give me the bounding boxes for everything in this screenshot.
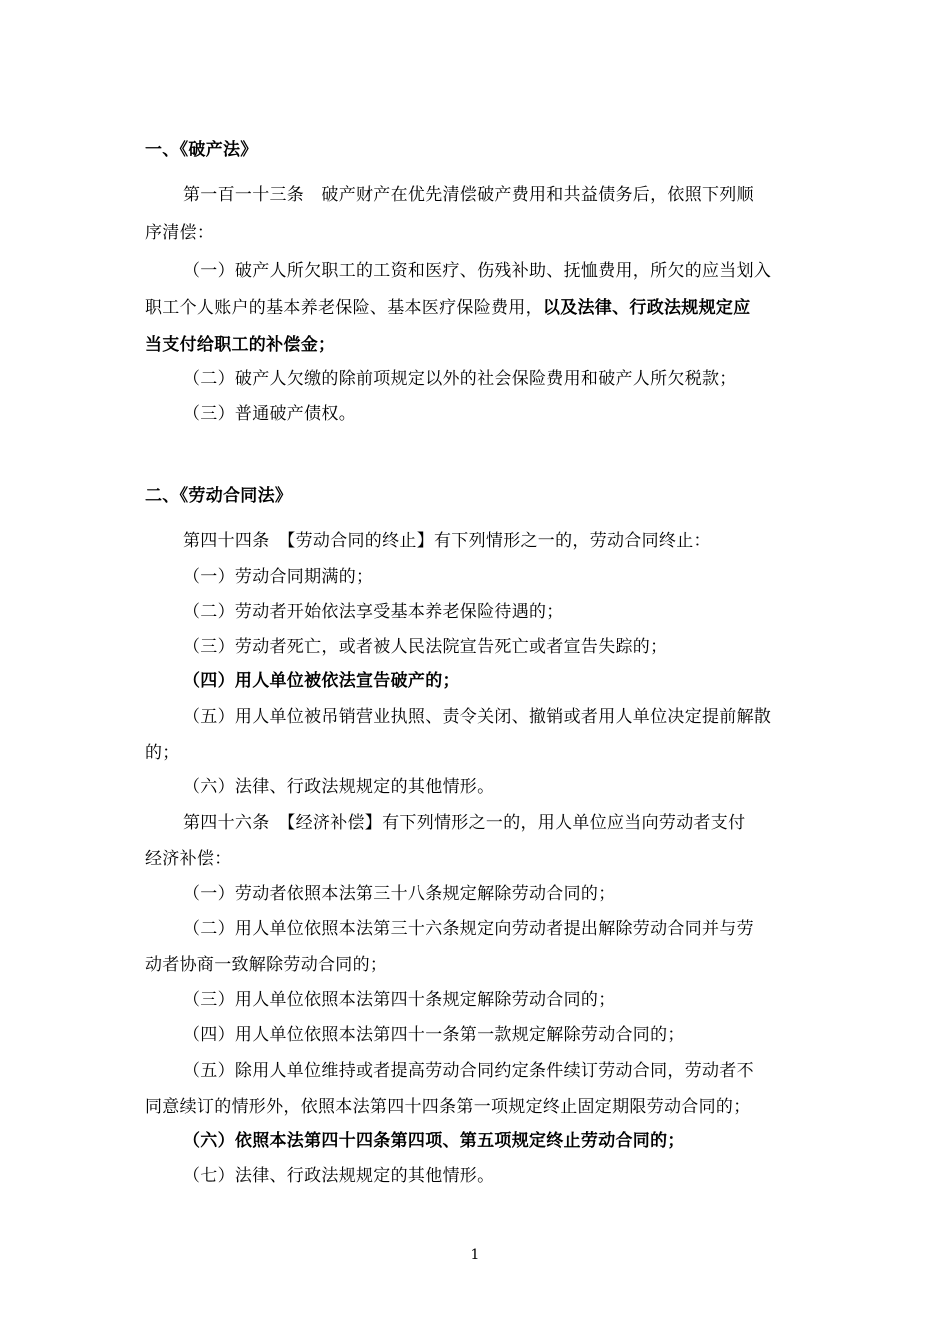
article-113-item-1-text: 职工个人账户的基本养老保险、基本医疗保险费用， [145,298,543,318]
article-113-item-1-line-3: 当支付给职工的补偿金； [145,335,336,355]
article-46-line-2: 经济补偿： [145,849,232,869]
article-44-item-6: （六）法律、行政法规规定的其他情形。 [183,777,495,797]
article-46-item-1: （一）劳动者依照本法第三十八条规定解除劳动合同的； [183,884,616,904]
article-46-item-2-line-2: 动者协商一致解除劳动合同的； [145,955,388,975]
article-46-item-5-line-1: （五）除用人单位维持或者提高劳动合同约定条件续订劳动合同，劳动者不 [183,1061,754,1081]
article-113-item-3: （三）普通破产债权。 [183,404,356,424]
article-113-item-1-line-2 [145,297,751,319]
article-44-item-5-line-2: 的； [145,743,180,763]
article-46-item-6: （六）依照本法第四十四条第四项、第五项规定终止劳动合同的； [183,1131,685,1151]
article-113-item-1-line-1: （一）破产人所欠职工的工资和医疗、伤残补助、抚恤费用，所欠的应当划入 [183,261,772,281]
section-heading-labor-contract-law: 二、《劳动合同法》 [145,486,293,506]
article-44-item-4: （四）用人单位被依法宣告破产的； [183,671,460,691]
section-heading-bankruptcy-law: 一、《破产法》 [145,140,258,160]
article-46-item-3: （三）用人单位依照本法第四十条规定解除劳动合同的； [183,990,616,1010]
article-44-line: 第四十四条 【劳动合同的终止】有下列情形之一的，劳动合同终止： [183,531,711,551]
article-113-line-2: 序清偿： [145,223,215,243]
article-44-item-5-line-1: （五）用人单位被吊销营业执照、责令关闭、撤销或者用人单位决定提前解散 [183,707,772,727]
article-46-item-5-line-2: 同意续订的情形外，依照本法第四十四条第一项规定终止固定期限劳动合同的； [145,1097,751,1117]
page-number: 1 [470,1247,480,1263]
article-44-item-1: （一）劳动合同期满的； [183,567,374,587]
article-46-item-4: （四）用人单位依照本法第四十一条第一款规定解除劳动合同的； [183,1025,685,1045]
article-113-item-1-bold-text: 以及法律、行政法规规定应 [542,298,751,318]
article-46-item-2-line-1: （二）用人单位依照本法第三十六条规定向劳动者提出解除劳动合同并与劳 [183,919,754,939]
article-44-item-2: （二）劳动者开始依法享受基本养老保险待遇的； [183,602,564,622]
article-113-item-2: （二）破产人欠缴的除前项规定以外的社会保险费用和破产人所欠税款； [183,369,737,389]
article-46-line-1: 第四十六条 【经济补偿】有下列情形之一的，用人单位应当向劳动者支付 [183,813,746,833]
article-46-item-7: （七）法律、行政法规规定的其他情形。 [183,1166,495,1186]
article-113-line-1: 第一百一十三条 破产财产在优先清偿破产费用和共益债务后，依照下列顺 [183,185,754,205]
article-44-item-3: （三）劳动者死亡，或者被人民法院宣告死亡或者宣告失踪的； [183,637,668,657]
